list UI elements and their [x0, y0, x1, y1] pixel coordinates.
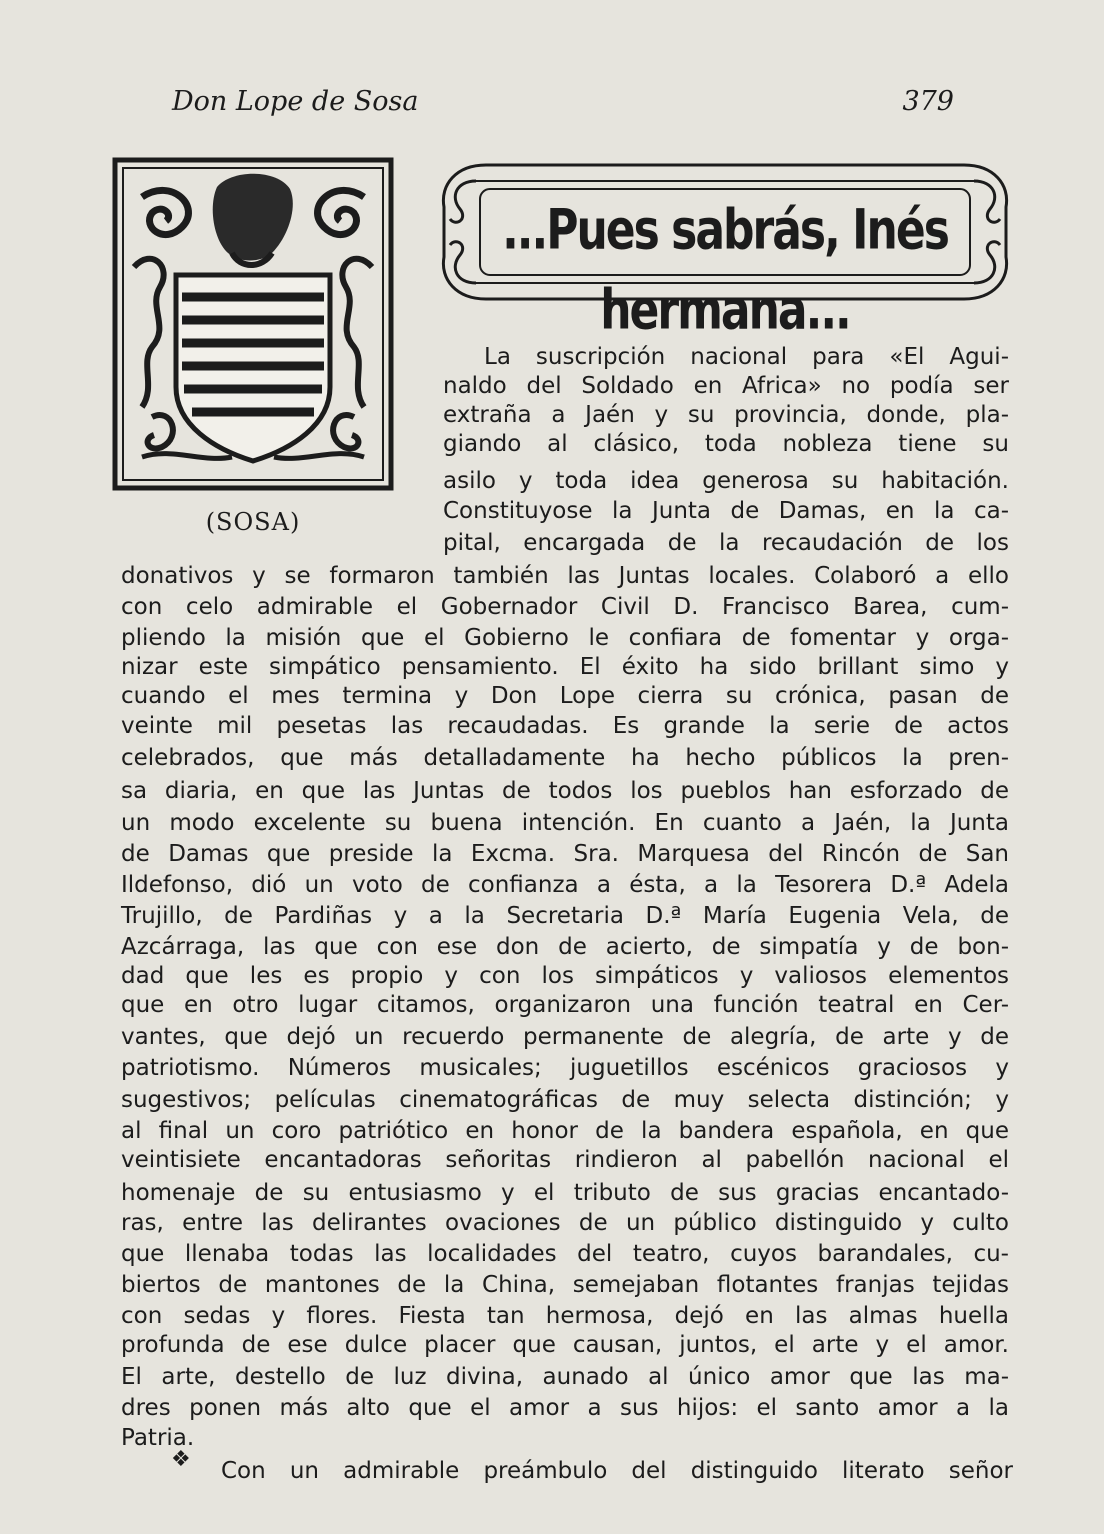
text-line: pital, encargada de la recaudación de los — [443, 530, 1009, 556]
text-line: donativos y se formaron también las Juntas locales. Colaboró a ello — [121, 563, 1009, 589]
paragraph-ornament-icon: ❖ — [171, 1447, 191, 1472]
text-line: pliendo la misión que el Gobierno le confiara de fomentar y orga- — [121, 625, 1009, 651]
text-line: veintisiete encantadoras señoritas rindieron al pabellón nacional el — [121, 1147, 1009, 1173]
text-line: patriotismo. Números musicales; juguetillos escénicos graciosos y — [121, 1055, 1009, 1081]
page-number: 379 — [902, 86, 954, 117]
text-line: biertos de mantones de la China, semejaban flotantes franjas tejidas — [121, 1272, 1009, 1298]
text-line: homenaje de su entusiasmo y el tributo de sus gracias encantado- — [121, 1180, 1009, 1206]
text-line: nizar este simpático pensamiento. El éxito ha sido brillant simo y — [121, 654, 1009, 680]
text-line: Ildefonso, dió un voto de confianza a ésta, a la Tesorera D.ª Adela — [121, 872, 1009, 898]
text-line: ras, entre las delirantes ovaciones de un público distinguido y culto — [121, 1210, 1009, 1236]
text-line: profunda de ese dulce placer que causan, juntos, el arte y el amor. — [121, 1332, 1009, 1358]
text-line: Azcárraga, las que con ese don de acierto, de simpatía y de bon- — [121, 934, 1009, 960]
text-line: con sedas y flores. Fiesta tan hermosa, dejó en las almas huella — [121, 1303, 1009, 1329]
text-line: La suscripción nacional para «El Agui- — [484, 344, 1009, 370]
text-line: un modo excelente su buena intención. En cuanto a Jaén, la Junta — [121, 810, 1009, 836]
text-line: al final un coro patriótico en honor de la bandera española, en que — [121, 1118, 1009, 1144]
text-line: con celo admirable el Gobernador Civil D. Francisco Barea, cum- — [121, 594, 1009, 620]
text-line: sugestivos; películas cinematográficas de muy selecta distinción; y — [121, 1087, 1009, 1113]
running-head — [172, 86, 954, 126]
text-line: Trujillo, de Pardiñas y a la Secretaria D.ª María Eugenia Vela, de — [121, 903, 1009, 929]
article-title: ...Pues sabrás, Inés hermana... — [502, 198, 948, 343]
text-line: de Damas que preside la Excma. Sra. Marquesa del Rincón de San — [121, 841, 1009, 867]
text-line: dad que les es propio y con los simpáticos y valiosos elementos — [121, 963, 1009, 989]
text-line: vantes, que dejó un recuerdo permanente de alegría, de arte y de — [121, 1024, 1009, 1050]
text-line: extraña a Jaén y su provincia, donde, pla- — [443, 402, 1009, 428]
text-line: Con un admirable preámbulo del distinguido literato señor — [221, 1458, 1013, 1484]
coat-of-arms-illustration — [112, 157, 394, 491]
text-line: naldo del Soldado en Africa» no podía ser — [443, 373, 1009, 399]
coat-of-arms-caption: (SOSA) — [205, 508, 301, 536]
text-line: veinte mil pesetas las recaudadas. Es grande la serie de actos — [121, 713, 1009, 739]
text-line: que llenaba todas las localidades del teatro, cuyos barandales, cu- — [121, 1241, 1009, 1267]
text-line: celebrados, que más detalladamente ha hecho públicos la pren- — [121, 745, 1009, 771]
text-line: asilo y toda idea generosa su habitación. — [443, 468, 1009, 494]
text-line: El arte, destello de luz divina, aunado al único amor que las ma- — [121, 1364, 1009, 1390]
text-line: Constituyose la Junta de Damas, en la ca- — [443, 498, 1009, 524]
text-line: sa diaria, en que las Juntas de todos los pueblos han esforzado de — [121, 778, 1009, 804]
text-line: cuando el mes termina y Don Lope cierra su crónica, pasan de — [121, 683, 1009, 709]
running-title: Don Lope de Sosa — [172, 86, 419, 117]
text-line: giando al clásico, toda nobleza tiene su — [443, 431, 1009, 457]
text-line: dres ponen más alto que el amor a sus hijos: el santo amor a la — [121, 1395, 1009, 1421]
article-title-frame — [436, 157, 1014, 343]
coat-of-arms-icon — [112, 157, 394, 491]
text-line: Patria. — [121, 1425, 195, 1451]
text-line: que en otro lugar citamos, organizaron una función teatral en Cer- — [121, 992, 1009, 1018]
